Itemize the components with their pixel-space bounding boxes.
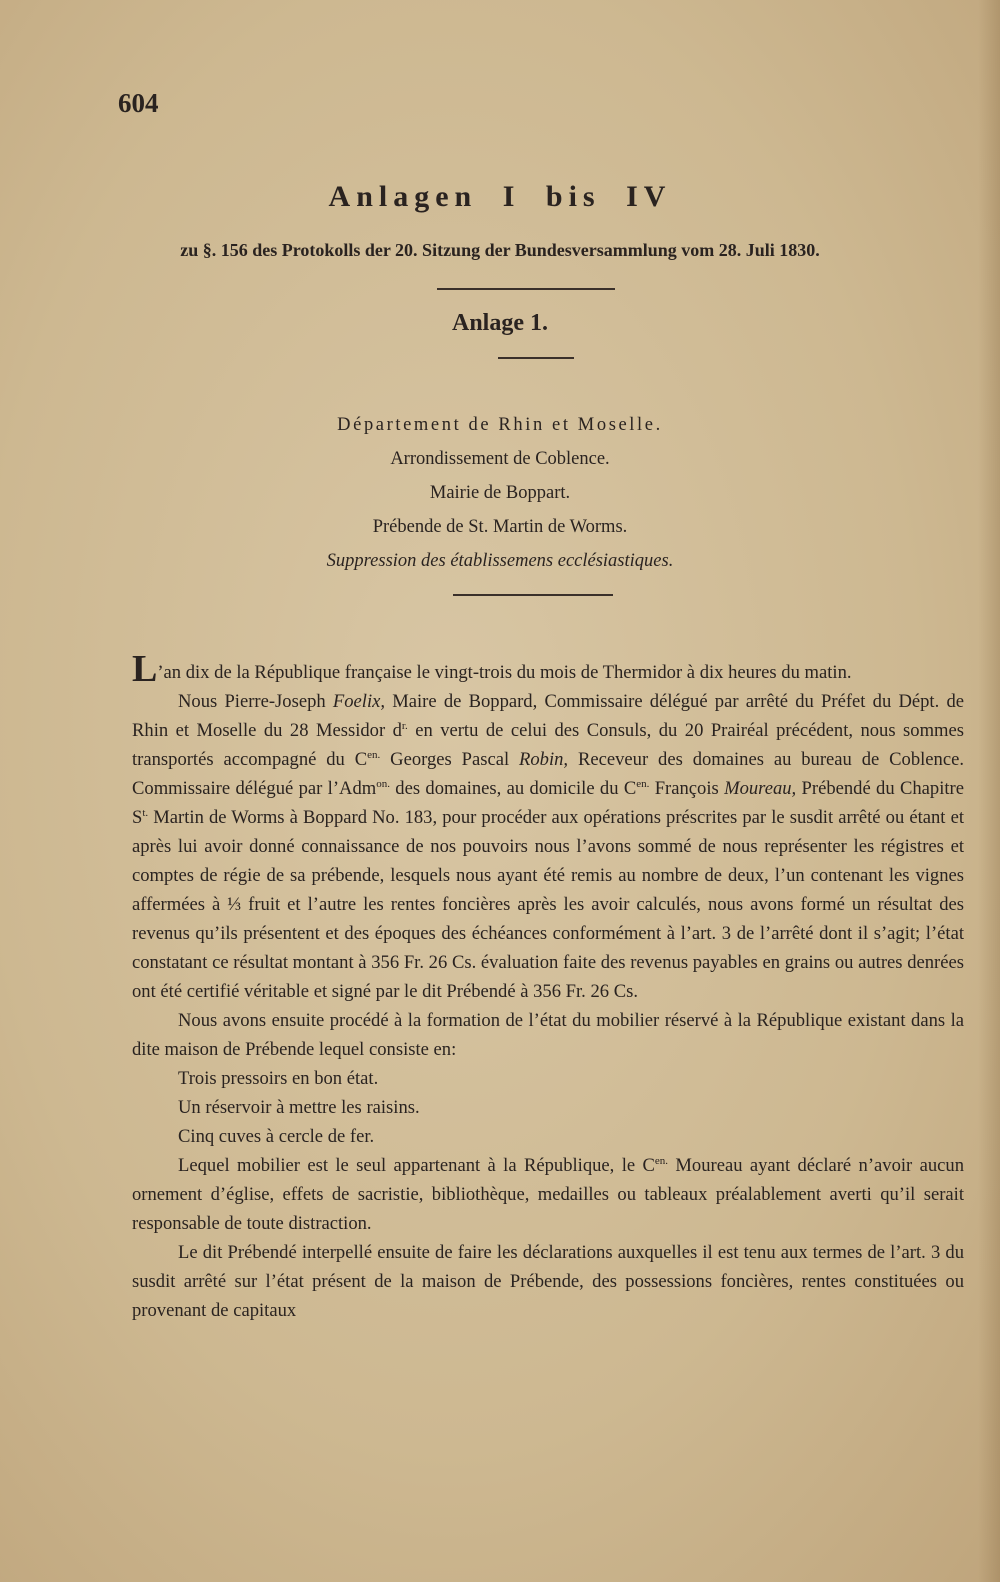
p2-text: Nous Pierre-Joseph [178,691,333,712]
p2-text: Maire de Boppard, Commissaire délégué par arrêté du Préfet du Dépt. de Rhin et Moselle du 28 Messidor d [132,691,964,741]
name-foelix: Foelix, [332,691,386,712]
paragraph-5: Le dit Prébendé interpellé ensuite de faire les déclarations auxquelles il est tenu aux termes de l’art. 3 du susdit arrêté sur l’état présent de la maison de Prébende, des possessions foncières, rentes constituées ou provenant de capitaux [132,1242,964,1321]
drop-cap: L [132,648,158,690]
paragraph-4 [132,1151,964,1238]
inventory-item: Trois pressoirs en bon état. [178,1068,379,1089]
superscript: r. [401,719,408,732]
departement-line: Département de Rhin et Moselle. [337,415,663,435]
name-moureau: Moureau, [724,778,797,799]
divider-top [437,288,615,290]
superscript: en. [636,777,650,790]
p4-text: Lequel mobilier est le seul appartenant à la République, le C [178,1155,655,1176]
paragraph-1-text: ’an dix de la République française le vingt-trois du mois de Thermidor à dix heures du matin. [157,662,852,683]
p2-text: en vertu de celui des Consuls, du 20 Prairéal précédent, nous sommes transportés accompagné du C [132,720,964,770]
p4-text: Moureau ayant déclaré n’avoir aucun ornement d’église, effets de sacristie, bibliothèque, medailles ou tableaux préalablement averti qu’il serait responsable de toute distraction. [132,1155,964,1234]
p2-text: François [649,778,725,799]
mairie-line: Mairie de Boppart. [429,483,571,503]
arrondissement-line: Arrondissement de Coblence. [390,449,610,469]
superscript: en. [654,1154,669,1167]
p2-text: Prébendé du Chapitre S [132,778,964,828]
prebende-line: Prébende de St. Martin de Worms. [372,517,628,537]
document-header [0,408,1000,578]
page-edge-shadow [978,0,1000,1582]
anlage-heading: Anlage 1. [452,310,548,336]
divider-short [498,357,574,359]
inventory-item: Un réservoir à mettre les raisins. [178,1097,420,1118]
paragraph-3: Nous avons ensuite procédé à la formation de l’état du mobilier réservé à la République existant dans la dite maison de Prébende lequel consiste en: [132,1010,964,1060]
name-robin: Robin, [519,749,569,770]
superscript: on. [376,777,390,790]
p2-text: des domaines, au domicile du C [389,778,637,799]
body-text [132,648,964,1325]
superscript: t. [142,806,149,819]
section-title: Anlagen I bis IV [328,180,672,213]
inventory-item: Cinq cuves à cercle de fer. [178,1126,375,1147]
paragraph-1 [132,648,964,690]
p2-text: Receveur des domaines au bureau de Coblence. Commissaire délégué par l’Adm [132,749,964,799]
superscript: en. [367,748,381,761]
suppression-line: Suppression des établissemens ecclésiastiques. [326,551,674,571]
section-subtitle: zu §. 156 des Protokolls der 20. Sitzung der Bundesversammlung vom 28. Juli 1830. [180,240,820,260]
divider-bottom [453,594,613,596]
page-number: 604 [118,88,159,118]
p2-text: Georges Pascal [380,749,520,770]
paragraph-2 [132,687,964,1006]
p2-text: Martin de Worms à Boppard No. 183, pour procéder aux opérations préscrites par le susdit arrêté ou étant et après lui avoir donné connaissance de nos pouvoirs nous l’avons sommé de nous représenter les régistres et comptes de régie de sa prébende, lesquels nous ayant été remis au nombre de deux, l’un contenant les vignes affermées à ⅓ fruit et l’autre les rentes foncières après les avoir calculés, nous avons formé un résultat des revenus qu’ils présentent et des époques des échéances conformément à l’art. 3 de l’arrêté dont il s’agit; l’état constatant ce résultat montant à 356 Fr. 26 Cs. évaluation faite des revenus payables en grains ou autres denrées ont été certifié véritable et signé par le dit Prébendé à 356 Fr. 26 Cs. [132,807,964,1002]
